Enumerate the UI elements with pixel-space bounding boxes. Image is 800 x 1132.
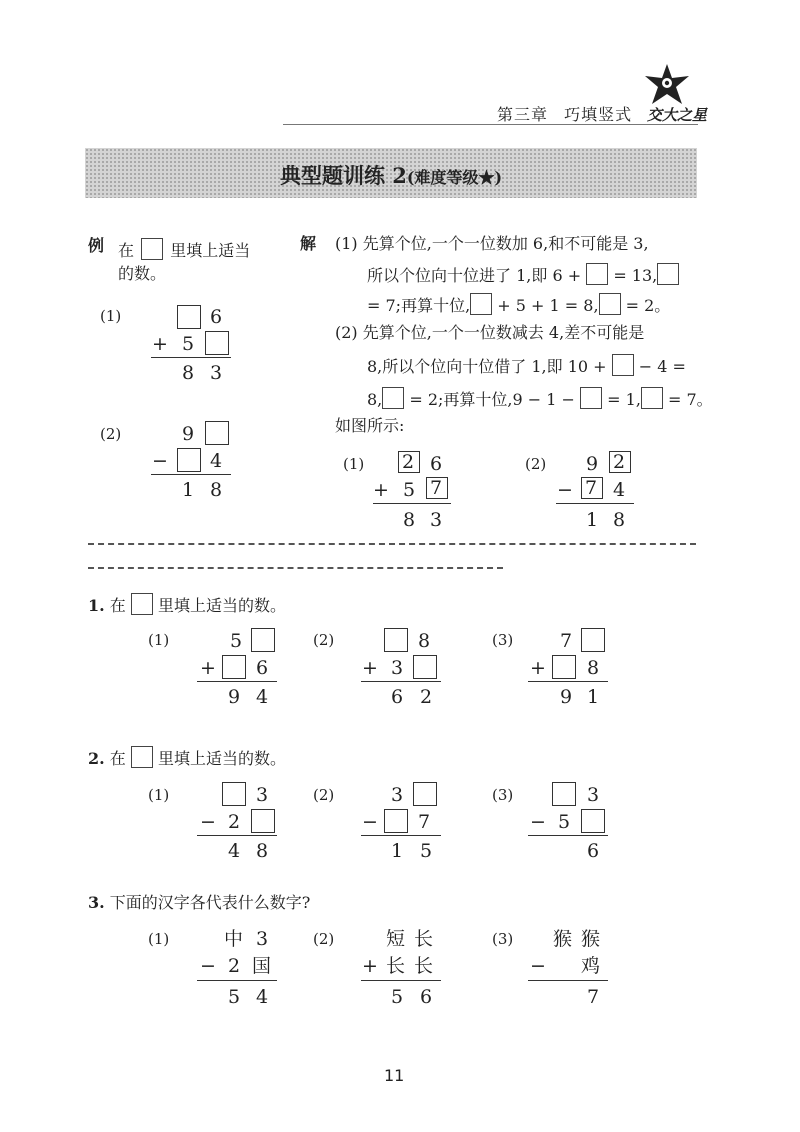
- question-1-prompt: [88, 593, 286, 615]
- example-tag: 例: [88, 236, 105, 255]
- blank-box: [599, 293, 621, 315]
- digit: 5: [420, 840, 433, 862]
- blank-box: [222, 782, 246, 806]
- sum-line: [361, 681, 441, 682]
- operator-plus: +: [362, 657, 378, 679]
- solution-text: = 1,: [607, 390, 641, 409]
- solution-line: [367, 387, 713, 409]
- digit: 9: [182, 423, 195, 445]
- sum-line: [528, 835, 608, 836]
- solution-line: (1) 先算个位,一个一位数加 6,和不可能是 3,: [335, 234, 649, 253]
- digit: 3: [391, 784, 404, 806]
- hanzi: 鸡: [581, 955, 601, 977]
- sum-line: [528, 681, 608, 682]
- solution-text: 8,所以个位向十位借了 1,即 10 +: [367, 357, 607, 376]
- blank-box: [382, 387, 404, 409]
- hanzi: 长: [386, 955, 406, 977]
- example-prompt-a: 在: [118, 241, 135, 260]
- problem-label: (2): [313, 786, 335, 804]
- solution-line: [367, 263, 679, 285]
- operator-plus: +: [373, 479, 389, 501]
- solution-text: = 2。: [625, 296, 671, 315]
- problem-label: (3): [492, 631, 514, 649]
- question-text: 在: [109, 749, 126, 768]
- blank-box: [251, 809, 275, 833]
- digit: 7: [418, 811, 431, 833]
- blank-box: [141, 238, 163, 260]
- dashed-separator: [88, 543, 696, 545]
- operator-minus: −: [530, 811, 546, 833]
- chapter-label: [497, 102, 632, 125]
- blank-box: [552, 782, 576, 806]
- question-number: 1.: [88, 596, 105, 615]
- blank-box: [581, 809, 605, 833]
- header-rule: [283, 124, 698, 125]
- blank-box: [612, 354, 634, 376]
- digit: 8: [210, 479, 223, 501]
- digit: 6: [256, 657, 269, 679]
- page-number: 11: [384, 1066, 405, 1085]
- digit: 9: [560, 686, 573, 708]
- blank-box: [131, 746, 153, 768]
- problem-label: (1): [148, 930, 170, 948]
- digit: 5: [558, 811, 571, 833]
- blank-box: [205, 331, 229, 355]
- blank-box: [586, 263, 608, 285]
- blank-box: [177, 305, 201, 329]
- solution-line: [367, 354, 686, 376]
- digit: 7: [587, 986, 600, 1008]
- digit: 3: [256, 784, 269, 806]
- sum-line: [197, 681, 277, 682]
- blank-box: [641, 387, 663, 409]
- question-text: 在: [109, 596, 126, 615]
- solution-line: [367, 293, 670, 315]
- digit: 3: [256, 928, 269, 950]
- blank-box: [470, 293, 492, 315]
- solution-tag: 解: [300, 234, 317, 253]
- solution-text: = 7。: [668, 390, 713, 409]
- sum-line: [361, 980, 441, 981]
- section-banner: [85, 148, 697, 198]
- digit: 8: [587, 657, 600, 679]
- sum-line: [556, 503, 634, 504]
- operator-plus: +: [200, 657, 216, 679]
- operator-minus: −: [200, 955, 216, 977]
- blank-box: [384, 809, 408, 833]
- example-prompt-line1: [118, 238, 250, 260]
- operator-minus: −: [200, 811, 216, 833]
- digit: 4: [210, 450, 223, 472]
- digit: 9: [228, 686, 241, 708]
- problem-label: (2): [525, 455, 547, 473]
- sum-line: [151, 474, 231, 475]
- question-number: 2.: [88, 749, 105, 768]
- digit: 1: [586, 509, 599, 531]
- solution-line: 如图所示:: [335, 416, 405, 435]
- brand-logo-text: 交大之星: [647, 106, 708, 124]
- question-3-prompt: [88, 895, 310, 911]
- blank-box: [657, 263, 679, 285]
- digit: 8: [613, 509, 626, 531]
- chapter-topic: 巧填竖式: [564, 105, 633, 124]
- operator-plus: +: [530, 657, 546, 679]
- digit: 2: [228, 811, 241, 833]
- operator-minus: −: [362, 811, 378, 833]
- solution-text: = 13,: [613, 266, 658, 285]
- digit: 6: [420, 986, 433, 1008]
- digit: 5: [403, 479, 416, 501]
- problem-label: (1): [100, 307, 122, 325]
- digit: 4: [256, 686, 269, 708]
- problem-label: (2): [100, 425, 122, 443]
- operator-minus: −: [152, 450, 168, 472]
- digit: 6: [391, 686, 404, 708]
- digit: 6: [587, 840, 600, 862]
- blank-box: [131, 593, 153, 615]
- digit: 9: [586, 453, 599, 475]
- digit: 8: [256, 840, 269, 862]
- problem-label: (1): [343, 455, 365, 473]
- sum-line: [197, 980, 277, 981]
- question-text: 里填上适当的数。: [158, 749, 287, 768]
- filled-digit: 7: [430, 477, 443, 499]
- question-text: 下面的汉字各代表什么数字?: [109, 893, 311, 912]
- digit: 1: [587, 686, 600, 708]
- filled-digit: 2: [613, 451, 626, 473]
- digit: 5: [391, 986, 404, 1008]
- problem-label: (2): [313, 631, 335, 649]
- section-title: [85, 160, 697, 190]
- hanzi: 猴: [553, 928, 573, 950]
- operator-minus: −: [557, 479, 573, 501]
- problem-label: (3): [492, 786, 514, 804]
- operator-plus: +: [362, 955, 378, 977]
- digit: 3: [587, 784, 600, 806]
- digit: 5: [230, 630, 243, 652]
- dashed-separator: [88, 567, 503, 569]
- digit: 5: [228, 986, 241, 1008]
- digit: 6: [210, 306, 223, 328]
- chapter-number: 第三章: [497, 105, 549, 124]
- sum-line: [361, 835, 441, 836]
- example-prompt-b: 里填上适当: [170, 241, 251, 260]
- digit: 4: [613, 479, 626, 501]
- hanzi: 国: [252, 955, 272, 977]
- digit: 8: [182, 362, 195, 384]
- digit: 8: [418, 630, 431, 652]
- blank-box: [413, 655, 437, 679]
- digit: 2: [228, 955, 241, 977]
- solution-line: (2) 先算个位,一个一位数减去 4,差不可能是: [335, 323, 645, 342]
- hanzi: 长: [414, 928, 434, 950]
- blank-box: [251, 628, 275, 652]
- blank-box: [205, 421, 229, 445]
- blank-box: [580, 387, 602, 409]
- digit: 4: [256, 986, 269, 1008]
- star-logo-icon: [643, 62, 691, 110]
- solution-text: − 4 =: [638, 357, 686, 376]
- problem-label: (3): [492, 930, 514, 948]
- question-number: 3.: [88, 893, 105, 912]
- sum-line: [197, 835, 277, 836]
- blank-box: [177, 448, 201, 472]
- solution-text: 所以个位向十位进了 1,即 6 +: [367, 266, 582, 285]
- operator-minus: −: [530, 955, 546, 977]
- digit: 3: [210, 362, 223, 384]
- solution-text: 8,: [367, 390, 383, 409]
- digit: 4: [228, 840, 241, 862]
- filled-digit: 7: [585, 477, 598, 499]
- section-difficulty: (难度等级★): [406, 168, 503, 187]
- solution-text: = 2;再算十位,9 − 1 −: [409, 390, 575, 409]
- digit: 6: [430, 453, 443, 475]
- hanzi: 长: [414, 955, 434, 977]
- hanzi: 短: [386, 928, 406, 950]
- problem-label: (1): [148, 786, 170, 804]
- problem-label: (1): [148, 631, 170, 649]
- problem-label: (2): [313, 930, 335, 948]
- digit: 8: [403, 509, 416, 531]
- solution-text: = 7;再算十位,: [367, 296, 471, 315]
- section-title-main: 典型题训练 2: [279, 163, 407, 188]
- blank-box: [222, 655, 246, 679]
- digit: 3: [391, 657, 404, 679]
- blank-box: [552, 655, 576, 679]
- sum-line: [528, 980, 608, 981]
- question-text: 里填上适当的数。: [158, 596, 287, 615]
- example-prompt-c: 的数。: [118, 264, 167, 283]
- sum-line: [373, 503, 451, 504]
- question-2-prompt: [88, 746, 286, 768]
- digit: 3: [430, 509, 443, 531]
- digit: 5: [182, 333, 195, 355]
- digit: 1: [182, 479, 195, 501]
- sum-line: [151, 357, 231, 358]
- digit: 7: [560, 630, 573, 652]
- hanzi: 中: [224, 928, 244, 950]
- filled-digit: 2: [402, 451, 415, 473]
- blank-box: [581, 628, 605, 652]
- solution-text: + 5 + 1 = 8,: [497, 296, 599, 315]
- hanzi: 猴: [581, 928, 601, 950]
- blank-box: [413, 782, 437, 806]
- operator-plus: +: [152, 333, 168, 355]
- blank-box: [384, 628, 408, 652]
- digit: 2: [420, 686, 433, 708]
- digit: 1: [391, 840, 404, 862]
